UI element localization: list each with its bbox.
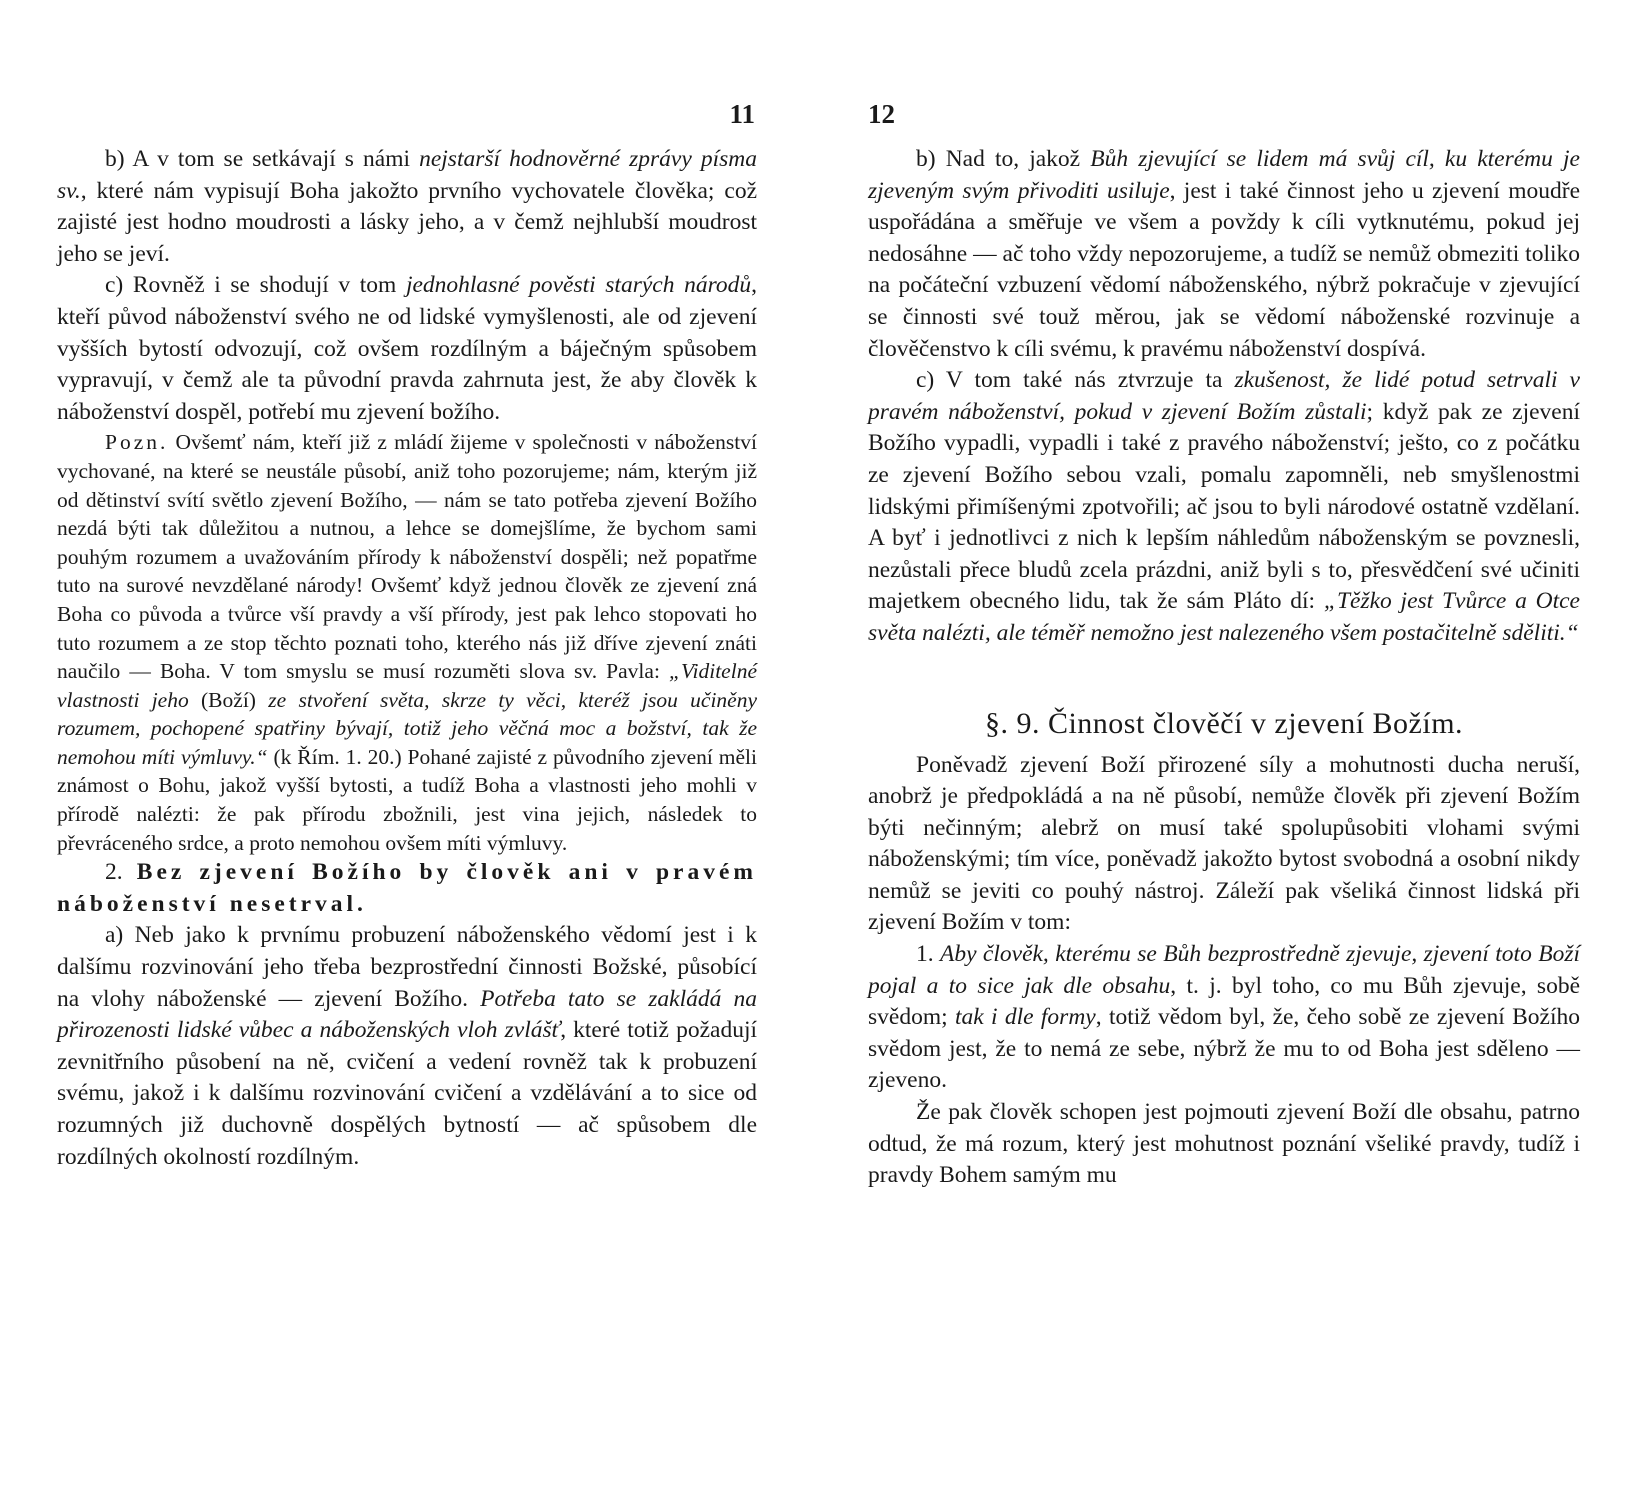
point-2-heading: 2. Bez zjevení Božího by člověk ani v pravém náboženství nesetrval.: [57, 859, 757, 917]
note-paragraph: Pozn. Ovšemť nám, kteří již z mládí žijeme v společnosti v náboženství vychované, na které se neustále působí, aniž toho pozorujeme; nám, kterým již od dětinství svítí světlo zjevení Božího, — nám se tato potřeba zjevení Božího nezdá býti tak důležitou a nutnou, a lehce se domejšlíme, že bychom sami pouhým rozumem a uvažováním přírody k náboženství dospěli; než popatřme tuto na surové nevzdělané národy! Ovšemť když jednou člověk ze zjevení zná Boha co původa a tvůrce vší pravdy a vší přírody, jest pak lehco stopovati ho tuto rozumem a ze stop těchto poznati toho, kterého nás již dříve zjevení znáti naučilo — Boha. V tom smyslu se musí rozuměti slova sv. Pavla: „Viditelné vlastnosti jeho (Boží) ze stvoření světa, skrze ty věci, kteréž jsou učiněny rozumem, pochopené spatřiny bývají, totiž jeho věčná moc a božství, tak že nemohou míti výmluvy.“ (k Řím. 1. 20.) Pohané zajisté z původního zjevení měli známost o Bohu, jakož vyšší bytosti, a tudíž Boha a vlastnosti jeho mohli v přírodě nalézti: že pak přírodu zbožnili, jest vina jejich, následek to převráceného srdce, a proto nemohou ovšem míti výmluvy.: [57, 430, 758, 855]
last-paragraph: Že pak člověk schopen jest pojmouti zjevení Boží dle obsahu, patrno odtud, že má rozum, který jest mohutnost poznání všeliké pravdy, tudíž i pravdy Bohem samým mu: [868, 1099, 1580, 1189]
paragraph-b-right: b) Nad to, jakož Bůh zjevující se lidem má svůj cíl, ku kterému je zjeveným svým přivoditi usiluje, jest i také činnost jeho u zjevení moudře uspořádána a směřuje ve všem a povždy k cíli vytknutému, pokud jej nedosáhne — ač toho vždy nepozorujeme, a tudíž se nemůž obmeziti toliko na počáteční vzbuzení vědomí náboženského, nýbrž pokračuje v zjevující se činnosti své touž měrou, jak se vědomí náboženské rozvinuje a člověčenstvo k cíli svému, k pravému náboženství dospívá.: [868, 146, 1580, 362]
section-title: §. 9. Činnost člověčí v zjevení Božím.: [984, 706, 1464, 740]
right-page-text: [868, 144, 1580, 1192]
paragraph-c-left: c) Rovněž i se shodují v tom jednohlasné pověsti starých národů, kteří původ náboženství svého ne od lidské vymyšlenosti, ale od zjevení vyšších bytostí odvozují, což ovšem rozdílným a báječným spůsobem vypravují, v čemž ale ta původní pravda zahrnuta jest, že aby člověk k náboženství dospěl, potřebí mu zjevení božího.: [57, 272, 757, 425]
paragraph-a-left: a) Neb jako k prvnímu probuzení náboženského vědomí jest i k dalšímu rozvinování jeho třeba bezprostřední činnosti Božské, působící na vlohy náboženské — zjevení Božího. Potřeba tato se zakládá na přirozenosti lidské vůbec a náboženských vloh zvlášť, které totiž požadují zevnitřního působení na ně, cvičení a vedení rovněž tak k probuzení svému, jakož i k dalšímu rozvinování cvičení a vzdělávání a to sice od rozumných již duchovně dospělých bytností — ač spůsobem dle rozdílných okolností rozdílným.: [57, 922, 758, 1170]
left-page: [57, 96, 757, 1173]
paragraph-c-right: c) V tom také nás ztvrzuje ta zkušenost, že lidé potud setrvali v pravém náboženství, pokud v zjevení Božím zůstali; když pak ze zjevení Božího vypadli, vypadli i také z pravého náboženství; ješto, co z počátku ze zjevení Božího sebou vzali, pomalu zapomněli, neb smyšlenostmi lidskými přimíšenými zpotvořili; ač jsou to byli národové ostatně vzdělaní. A byť i jednotlivci z nich k lepším náhledům náboženským se povznesli, nezůstali přece bludů zcela prázdni, aniž byli s to, přesvědčení své učiniti majetkem obecného lidu, tak že sám Pláto dí: „Těžko jest Tvůrce a Otce světa nalézti, ale téměř nemožno jest nalezeného všem postačitelně sděliti.“: [868, 367, 1581, 646]
right-page: [868, 96, 1580, 1192]
point-1-paragraph: 1. Aby člověk, kterému se Bůh bezprostředně zjevuje, zjevení toto Boží pojal a to sice jak dle obsahu, t. j. byl toho, co mu Bůh zjevuje, sobě svědom; tak i dle formy, totiž vědom byl, že, čeho sobě ze zjevení Božího svědom jest, že to nemá ze sebe, nýbrž že mu to od Boha jest sděleno — zjeveno.: [868, 941, 1580, 1094]
page-number-right: 12: [868, 99, 895, 129]
section-intro-paragraph: Poněvadž zjevení Boží přirozené síly a mohutnosti ducha neruší, anobrž je předpokládá a na ně působí, nemůže člověk při zjevení Božím býti nečinným; alebrž on musí také spolupůsobiti vlohami svými náboženskými; tím více, poněvadž jakožto bytost svobodná a osobní nikdy nemůž se jeviti co pouhý nástroj. Záleží pak všeliká činnost lidská při zjevení Božím v tom:: [868, 751, 1580, 936]
left-page-text: [57, 144, 757, 1173]
page-number-left: 11: [729, 99, 755, 129]
paragraph-b-left: b) A v tom se setkávají s námi nejstarší hodnověrné zprávy písma sv., které nám vypisují Boha jakožto prvního vychovatele člověka; což zajisté jest hodno moudrosti a lásky jeho, a v čemž nejhlubší moudrost jeho se jeví.: [57, 146, 758, 267]
